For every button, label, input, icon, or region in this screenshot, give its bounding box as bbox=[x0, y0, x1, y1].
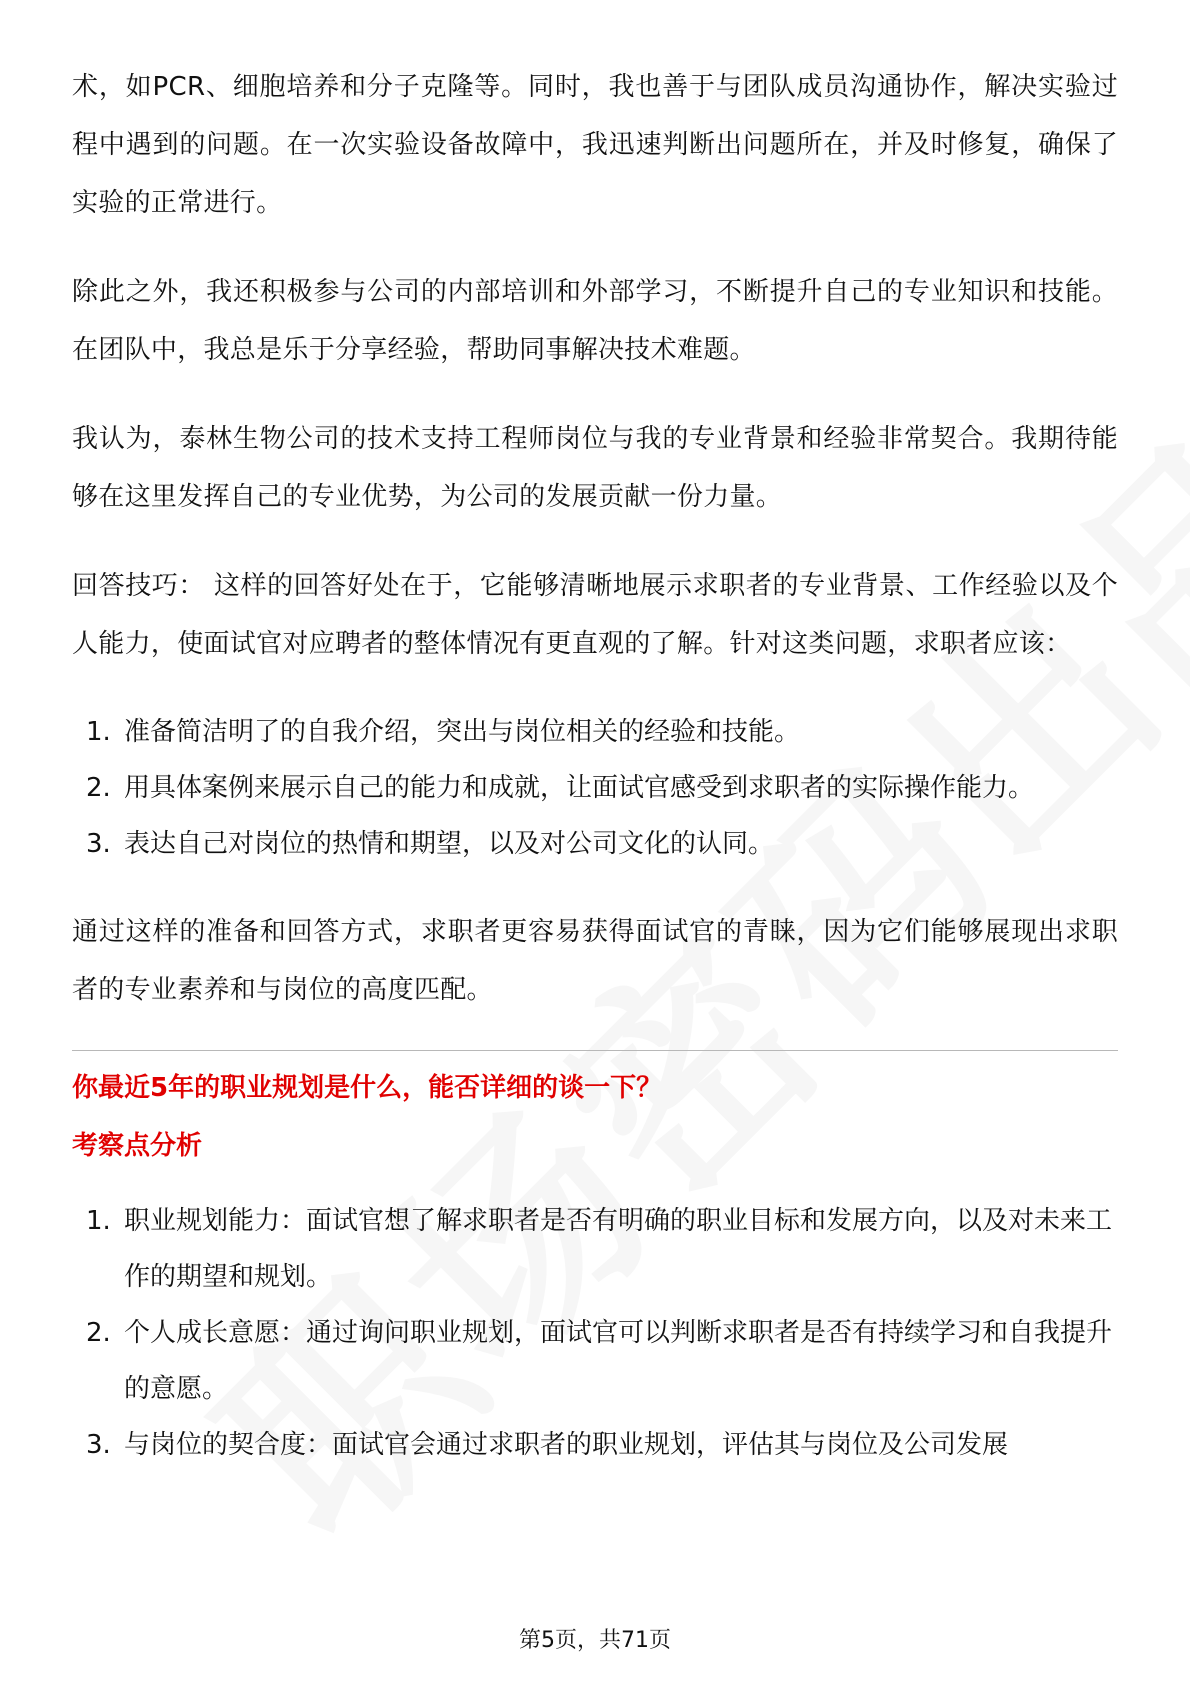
paragraph-closing: 通过这样的准备和回答方式，求职者更容易获得面试官的青睐，因为它们能够展现出求职者的专业素养和与岗位的高度匹配。 bbox=[72, 917, 1118, 1005]
document-page bbox=[72, 58, 1118, 1504]
question-title: 你最近5年的职业规划是什么，能否详细的谈一下？ bbox=[72, 1073, 663, 1103]
paragraph-learning: 除此之外，我还积极参与公司的内部培训和外部学习，不断提升自己的专业知识和技能。在团队中，我总是乐于分享经验，帮助同事解决技术难题。 bbox=[72, 277, 1118, 365]
paragraph-fit: 我认为，泰林生物公司的技术支持工程师岗位与我的专业背景和经验非常契合。我期待能够在这里发挥自己的专业优势，为公司的发展贡献一份力量。 bbox=[72, 424, 1118, 512]
list-item: 1. 职业规划能力：面试官想了解求职者是否有明确的职业目标和发展方向，以及对未来工作的期望和规划。 bbox=[86, 1206, 1113, 1292]
section-divider bbox=[72, 1050, 1118, 1051]
page-number-footer: 第5页，共71页 bbox=[519, 1628, 671, 1653]
analysis-heading: 考察点分析 bbox=[72, 1131, 203, 1161]
list-item: 1. 准备简洁明了的自我介绍，突出与岗位相关的经验和技能。 bbox=[86, 717, 801, 747]
list-item: 2. 用具体案例来展示自己的能力和成就，让面试官感受到求职者的实际操作能力。 bbox=[86, 773, 1035, 803]
paragraph-tips-intro: 回答技巧： 这样的回答好处在于，它能够清晰地展示求职者的专业背景、工作经验以及个人能力，使面试官对应聘者的整体情况有更直观的了解。针对这类问题，求职者应该： bbox=[72, 571, 1118, 659]
analysis-list bbox=[72, 1193, 1118, 1473]
list-item: 3. 表达自己对岗位的热情和期望，以及对公司文化的认同。 bbox=[86, 829, 775, 859]
list-item: 2. 个人成长意愿：通过询问职业规划，面试官可以判断求职者是否有持续学习和自我提升的意愿。 bbox=[86, 1318, 1113, 1404]
list-item: 3. 与岗位的契合度：面试官会通过求职者的职业规划，评估其与岗位及公司发展 bbox=[86, 1430, 1009, 1460]
paragraph-skills: 术，如PCR、细胞培养和分子克隆等。同时，我也善于与团队成员沟通协作，解决实验过程中遇到的问题。在一次实验设备故障中，我迅速判断出问题所在，并及时修复，确保了实验的正常进行。 bbox=[72, 72, 1118, 218]
tips-list bbox=[72, 704, 1118, 872]
